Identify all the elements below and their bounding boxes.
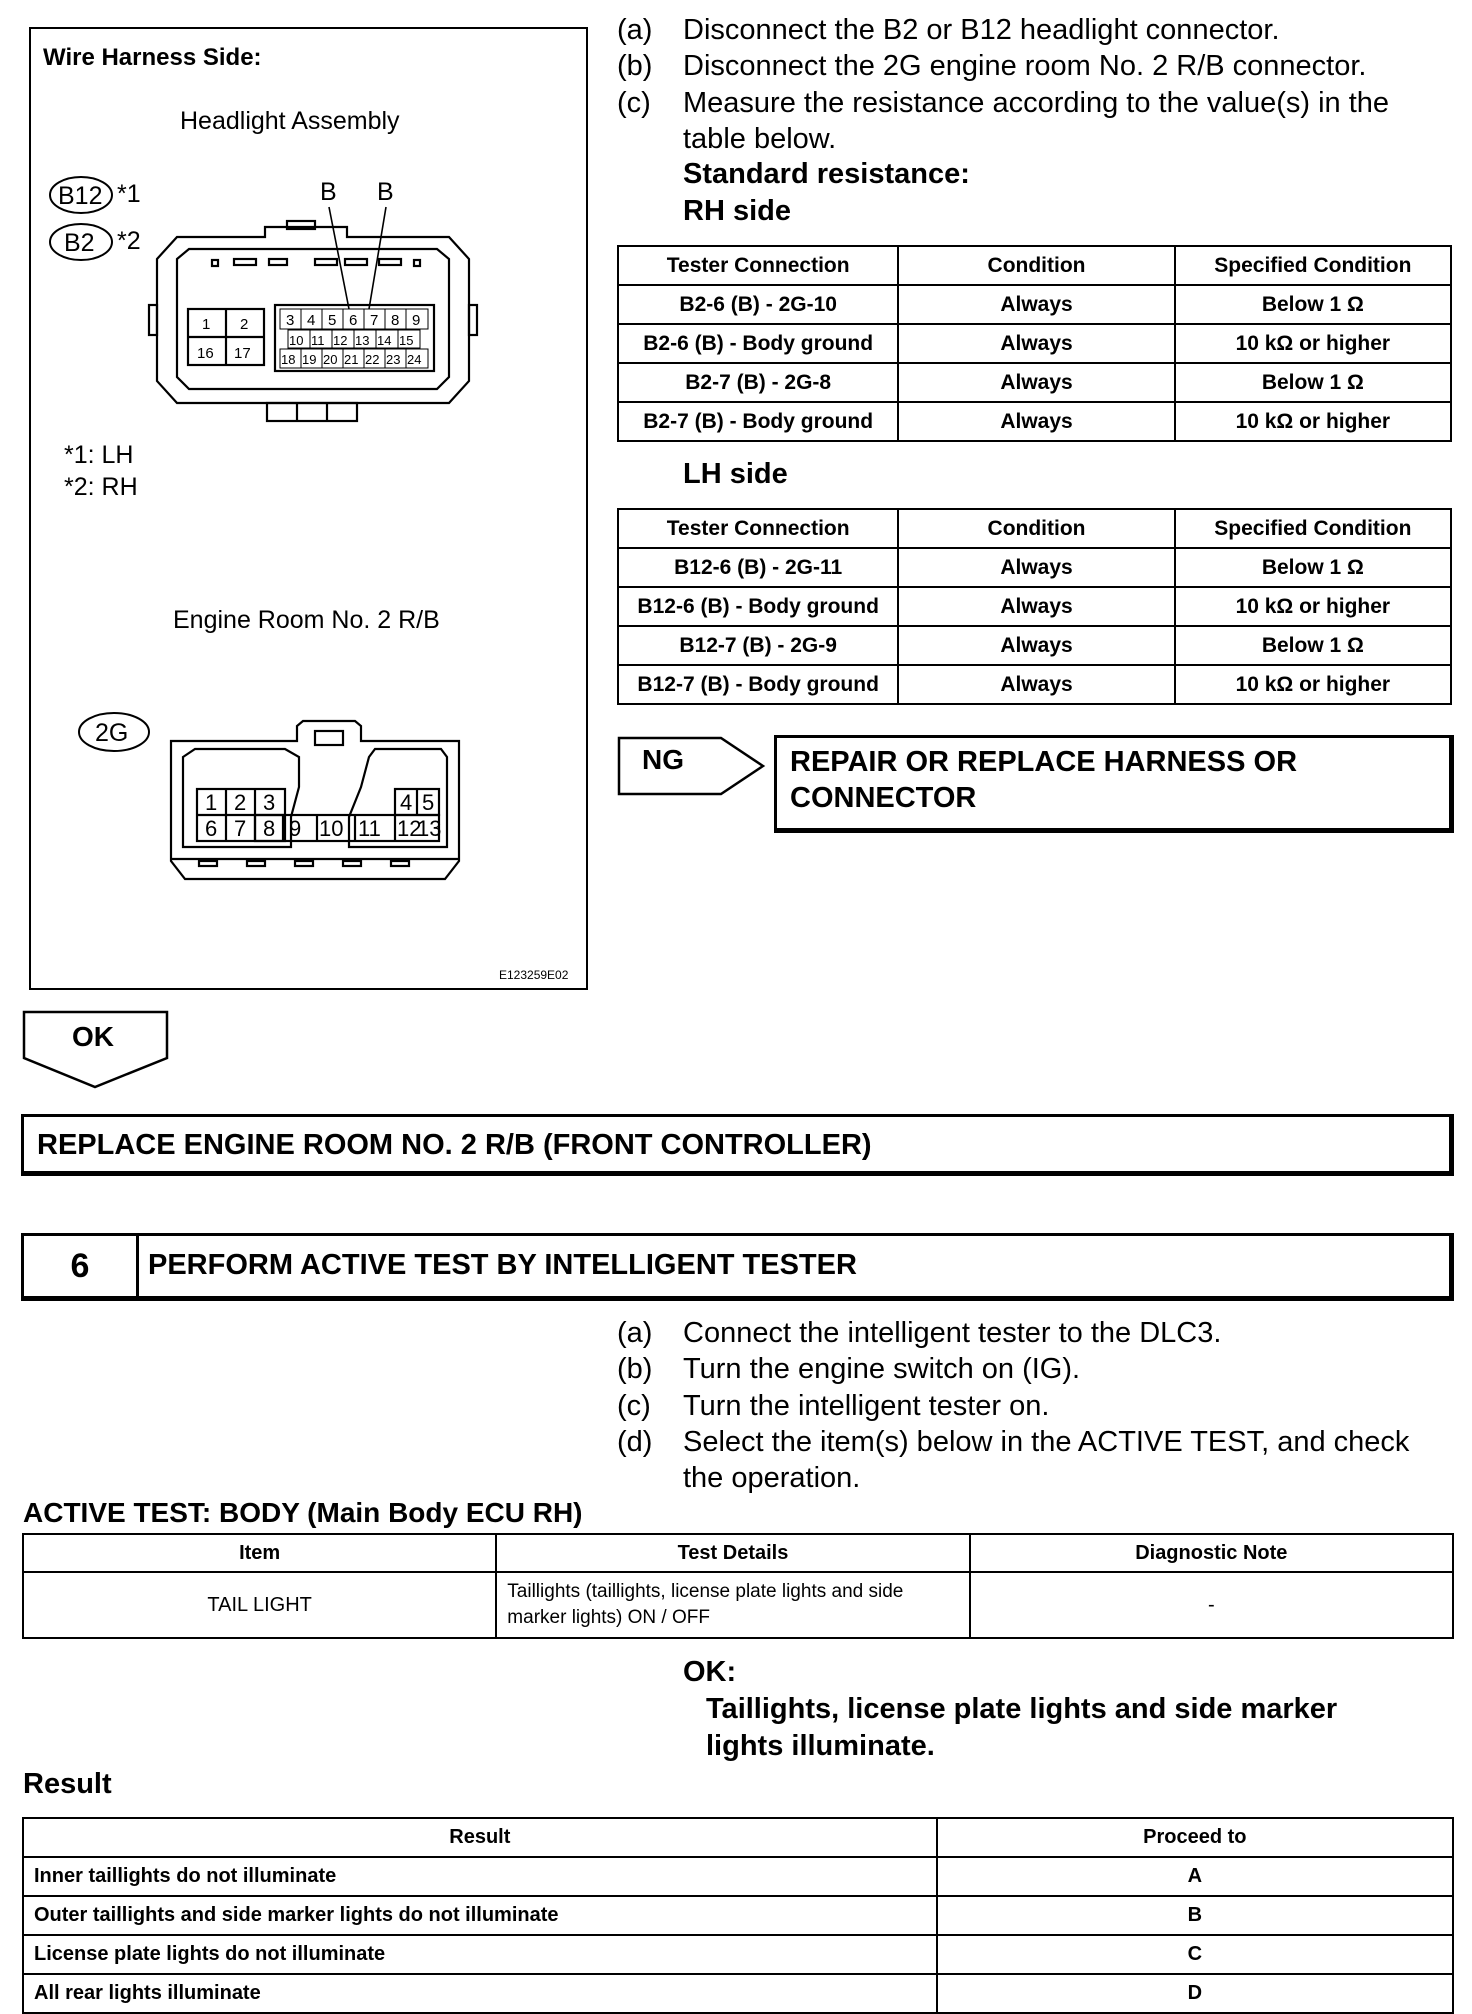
diagram-heading: Wire Harness Side: (43, 44, 262, 71)
wire-label-b-2: B (377, 178, 394, 206)
table-header-cell: Tester Connection (618, 509, 898, 548)
table-row (618, 587, 1451, 626)
table-header-cell: Item (23, 1534, 496, 1572)
table-cell: Always (898, 626, 1174, 665)
standard-resistance-label: Standard resistance: (683, 158, 970, 190)
rh-resistance-table (617, 245, 1452, 442)
lh-resistance-table (617, 508, 1452, 705)
table-row (23, 1896, 1453, 1935)
table-cell: A (937, 1857, 1453, 1896)
ok-arrow (22, 1010, 170, 1090)
svg-text:7: 7 (370, 312, 379, 329)
svg-text:19: 19 (302, 352, 317, 367)
svg-text:*1: *1 (117, 180, 141, 208)
table-cell: Inner taillights do not illuminate (23, 1857, 937, 1896)
svg-text:8: 8 (263, 816, 276, 841)
table-cell: Below 1 Ω (1175, 363, 1451, 402)
table-row (23, 1935, 1453, 1974)
svg-text:13: 13 (417, 816, 442, 841)
table-cell: 10 kΩ or higher (1175, 402, 1451, 441)
table-cell: B2-7 (B) - Body ground (618, 402, 898, 441)
ng-arrow (617, 736, 767, 796)
table-header-cell: Test Details (496, 1534, 969, 1572)
ok-line2: lights illuminate. (706, 1730, 935, 1762)
svg-text:6: 6 (349, 312, 358, 329)
svg-text:10: 10 (289, 333, 304, 348)
svg-text:12: 12 (333, 333, 348, 348)
table-cell: Always (898, 363, 1174, 402)
svg-text:12: 12 (397, 816, 422, 841)
svg-text:17: 17 (234, 345, 251, 362)
table-header-cell: Specified Condition (1175, 509, 1451, 548)
table-cell: Below 1 Ω (1175, 285, 1451, 324)
svg-text:20: 20 (323, 352, 338, 367)
table-row (23, 1974, 1453, 2013)
table-cell: B12-7 (B) - Body ground (618, 665, 898, 704)
table-row (23, 1857, 1453, 1896)
table-row (618, 665, 1451, 704)
table-header-cell: Specified Condition (1175, 246, 1451, 285)
table-header-cell: Proceed to (937, 1818, 1453, 1857)
lh-side-label: LH side (683, 458, 788, 490)
table-cell: Always (898, 665, 1174, 704)
table-cell: D (937, 1974, 1453, 2013)
svg-text:2: 2 (234, 790, 247, 815)
result-title: Result (23, 1768, 112, 1800)
table-cell: Outer taillights and side marker lights do not illuminate (23, 1896, 937, 1935)
table-cell: 10 kΩ or higher (1175, 587, 1451, 626)
svg-text:7: 7 (234, 816, 247, 841)
active-test-table (22, 1533, 1454, 1639)
svg-text:6: 6 (205, 816, 218, 841)
svg-text:24: 24 (407, 352, 422, 367)
connector-diagram (29, 27, 588, 990)
active-test-title: ACTIVE TEST: BODY (Main Body ECU RH) (23, 1497, 583, 1528)
step-6-box (21, 1233, 1454, 1301)
ok-line1: Taillights, license plate lights and side marker (706, 1693, 1338, 1725)
table-header-cell: Result (23, 1818, 937, 1857)
table-header-cell: Diagnostic Note (970, 1534, 1453, 1572)
table-cell: C (937, 1935, 1453, 1974)
ok-label: OK (72, 1021, 114, 1052)
table-cell: Always (898, 402, 1174, 441)
svg-text:11: 11 (358, 816, 381, 841)
table-cell: Taillights (taillights, license plate lights and side marker lights) ON / OFF (496, 1572, 969, 1638)
rb-pin-grid (205, 790, 441, 841)
table-row (23, 1572, 1453, 1638)
note-rh: *2: RH (64, 473, 138, 501)
step-title: PERFORM ACTIVE TEST BY INTELLIGENT TESTER (148, 1249, 857, 1281)
ok-heading: OK: (683, 1656, 737, 1688)
note-lh: *1: LH (64, 441, 134, 469)
ng-action-line1: REPAIR OR REPLACE HARNESS OR (790, 746, 1298, 778)
headlight-assembly-label: Headlight Assembly (180, 107, 400, 135)
table-cell: Below 1 Ω (1175, 548, 1451, 587)
table-cell: B2-6 (B) - 2G-10 (618, 285, 898, 324)
rh-side-label: RH side (683, 195, 791, 227)
svg-text:3: 3 (286, 312, 295, 329)
table-cell: B12-6 (B) - 2G-11 (618, 548, 898, 587)
table-cell: B12-6 (B) - Body ground (618, 587, 898, 626)
headlight-pin-grid (197, 316, 251, 362)
svg-text:1: 1 (205, 790, 218, 815)
table-row (618, 402, 1451, 441)
svg-text:5: 5 (328, 312, 337, 329)
svg-text:14: 14 (377, 333, 392, 348)
table-row (618, 324, 1451, 363)
tag-2g (79, 713, 149, 751)
table-cell: Below 1 Ω (1175, 626, 1451, 665)
table-header-cell: Condition (898, 509, 1174, 548)
svg-text:3: 3 (263, 790, 276, 815)
svg-text:22: 22 (365, 352, 380, 367)
svg-text:21: 21 (344, 352, 359, 367)
figure-code: E123259E02 (499, 968, 569, 982)
table-cell: All rear lights illuminate (23, 1974, 937, 2013)
table-row (618, 626, 1451, 665)
table-cell: B2-7 (B) - 2G-8 (618, 363, 898, 402)
table-cell: License plate lights do not illuminate (23, 1935, 937, 1974)
svg-text:*2: *2 (117, 227, 141, 255)
ng-label: NG (642, 744, 684, 775)
table-header-cell: Tester Connection (618, 246, 898, 285)
table-cell: Always (898, 548, 1174, 587)
table-cell: Always (898, 285, 1174, 324)
tag-b2 (50, 224, 141, 260)
table-header-cell: Condition (898, 246, 1174, 285)
svg-text:5: 5 (422, 790, 435, 815)
engine-room-label: Engine Room No. 2 R/B (173, 606, 440, 634)
ng-action-box (774, 735, 1454, 833)
table-cell: 10 kΩ or higher (1175, 665, 1451, 704)
svg-text:8: 8 (391, 312, 400, 329)
table-cell: B12-7 (B) - 2G-9 (618, 626, 898, 665)
svg-text:15: 15 (399, 333, 414, 348)
table-cell: Always (898, 587, 1174, 626)
svg-text:2G: 2G (95, 719, 129, 747)
wire-label-b-1: B (320, 178, 337, 206)
tag-b12 (50, 177, 141, 213)
table-cell: - (970, 1572, 1453, 1638)
svg-text:B12: B12 (58, 182, 103, 210)
svg-text:13: 13 (355, 333, 370, 348)
table-cell: 10 kΩ or higher (1175, 324, 1451, 363)
svg-text:4: 4 (400, 790, 413, 815)
table-cell: Always (898, 324, 1174, 363)
table-cell: B (937, 1896, 1453, 1935)
svg-text:2: 2 (240, 316, 249, 333)
svg-text:23: 23 (386, 352, 401, 367)
table-row (618, 548, 1451, 587)
table-cell: TAIL LIGHT (23, 1572, 496, 1638)
svg-text:B2: B2 (64, 229, 95, 257)
step-number: 6 (24, 1236, 139, 1296)
svg-text:11: 11 (311, 333, 325, 348)
svg-text:18: 18 (281, 352, 296, 367)
svg-text:16: 16 (197, 345, 214, 362)
svg-text:9: 9 (289, 816, 302, 841)
result-table (22, 1817, 1454, 2014)
ng-action-line2: CONNECTOR (790, 782, 977, 814)
svg-text:1: 1 (202, 316, 211, 333)
svg-text:4: 4 (307, 312, 316, 329)
table-row (618, 363, 1451, 402)
replace-action-text: REPLACE ENGINE ROOM NO. 2 R/B (FRONT CONTROLLER) (37, 1129, 872, 1161)
table-cell: B2-6 (B) - Body ground (618, 324, 898, 363)
table-row (618, 285, 1451, 324)
svg-text:9: 9 (412, 312, 421, 329)
svg-text:10: 10 (319, 816, 344, 841)
replace-action-box (21, 1114, 1454, 1176)
